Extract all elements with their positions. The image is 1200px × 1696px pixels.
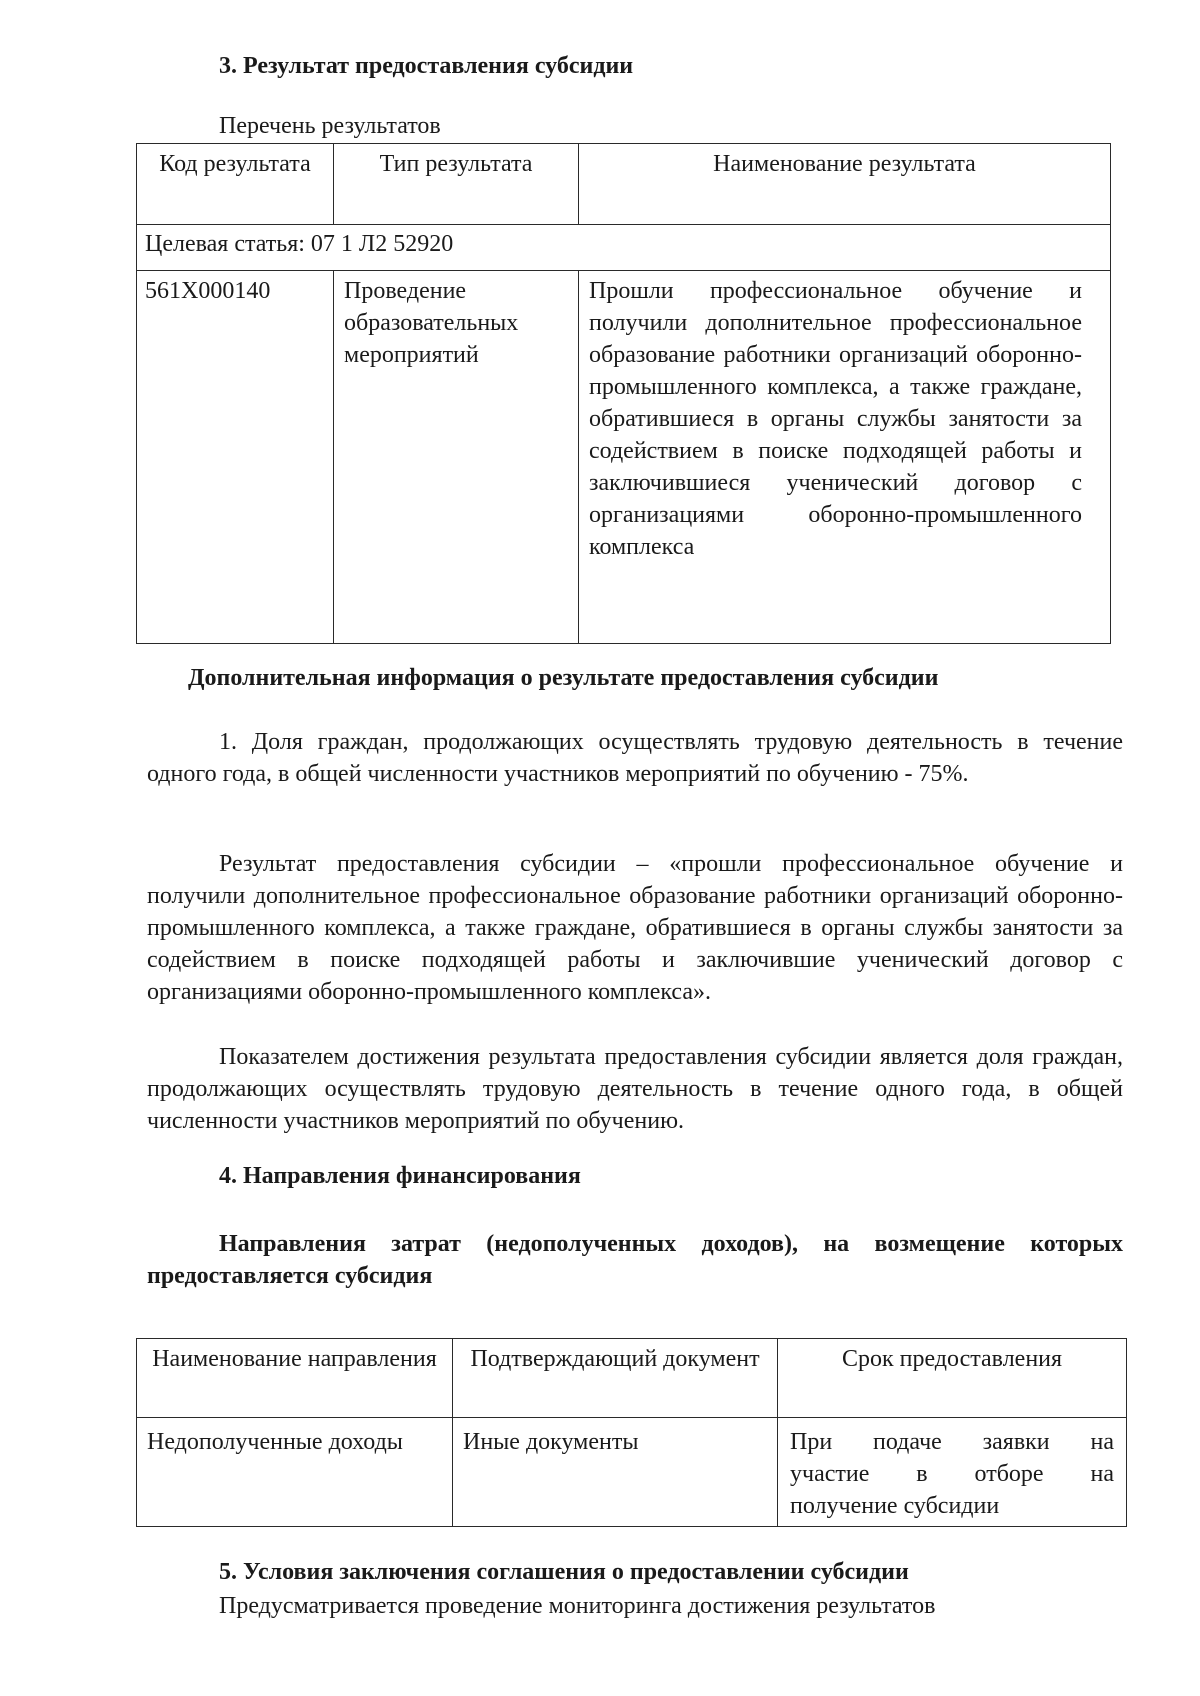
result-name: Прошли профессиональное обучение и получили дополнительное профессиональное образование работники организаций оборонно-промышленного комплекса, а также граждане, обратившиеся в органы службы занятости за содействием в поиске подходящей работы и заключившиеся ученический договор с организациями оборонно-промышленного комплекса xyxy=(579,271,1111,644)
results-table xyxy=(136,143,1111,644)
target-article: Целевая статья: 07 1 Л2 52920 xyxy=(137,225,1111,271)
table-header-row xyxy=(137,144,1111,225)
target-article-row xyxy=(137,225,1111,271)
table-row xyxy=(137,1418,1127,1527)
paragraph-1-text: 1. Доля граждан, продолжающих осуществлять трудовую деятельность в течение одного года, в общей численности участников мероприятий по обучению - 75%. xyxy=(147,729,1123,787)
table-row xyxy=(137,271,1111,644)
result-code: 561Х000140 xyxy=(137,271,334,644)
paragraph-3 xyxy=(147,1041,1123,1137)
section-5-text: Предусматривается проведение мониторинга достижения результатов xyxy=(219,1593,936,1619)
costs-subtitle-text: Направления затрат (недополученных доходов), на возмещение которых предоставляется субсидия xyxy=(147,1231,1123,1289)
header-direction: Наименование направления xyxy=(137,1339,453,1418)
section-4-title: 4. Направления финансирования xyxy=(219,1163,581,1189)
header-name: Наименование результата xyxy=(579,144,1111,225)
paragraph-1 xyxy=(147,726,1123,790)
table-header-row xyxy=(137,1339,1127,1418)
header-term: Срок предоставления xyxy=(778,1339,1127,1418)
costs-table xyxy=(136,1338,1127,1527)
cost-direction: Недополученные доходы xyxy=(137,1418,453,1527)
paragraph-3-text: Показателем достижения результата предоставления субсидии является доля граждан, продолжающих осуществлять трудовую деятельность в течение одного года, в общей численности участников мероприятий по обучению. xyxy=(147,1044,1123,1134)
cost-term-line-2: участие в отборе на xyxy=(790,1461,1114,1487)
section-5-title: 5. Условия заключения соглашения о предоставлении субсидии xyxy=(219,1559,909,1585)
cost-document: Иные документы xyxy=(453,1418,778,1527)
header-document: Подтверждающий документ xyxy=(453,1339,778,1418)
result-type: Проведение образовательных мероприятий xyxy=(334,271,579,644)
paragraph-2-text: Результат предоставления субсидии – «прошли профессиональное обучение и получили дополнительное профессиональное образование работники организаций оборонно-промышленного комплекса, а также граждане, обратившиеся в органы службы занятости за содействием в поиске подходящей работы и заключившие ученический договор с организациями оборонно-промышленного комплекса». xyxy=(147,851,1123,1005)
header-code: Код результата xyxy=(137,144,334,225)
additional-info-title: Дополнительная информация о результате предоставления субсидии xyxy=(188,665,939,691)
cost-term-line-3: получение субсидии xyxy=(790,1493,1000,1519)
header-type: Тип результата xyxy=(334,144,579,225)
costs-subtitle xyxy=(147,1228,1123,1292)
cost-term xyxy=(778,1418,1127,1527)
section-3-title: 3. Результат предоставления субсидии xyxy=(219,53,634,79)
results-list-caption: Перечень результатов xyxy=(219,113,441,139)
cost-term-line-1: При подаче заявки на xyxy=(790,1429,1114,1455)
paragraph-2 xyxy=(147,848,1123,1008)
